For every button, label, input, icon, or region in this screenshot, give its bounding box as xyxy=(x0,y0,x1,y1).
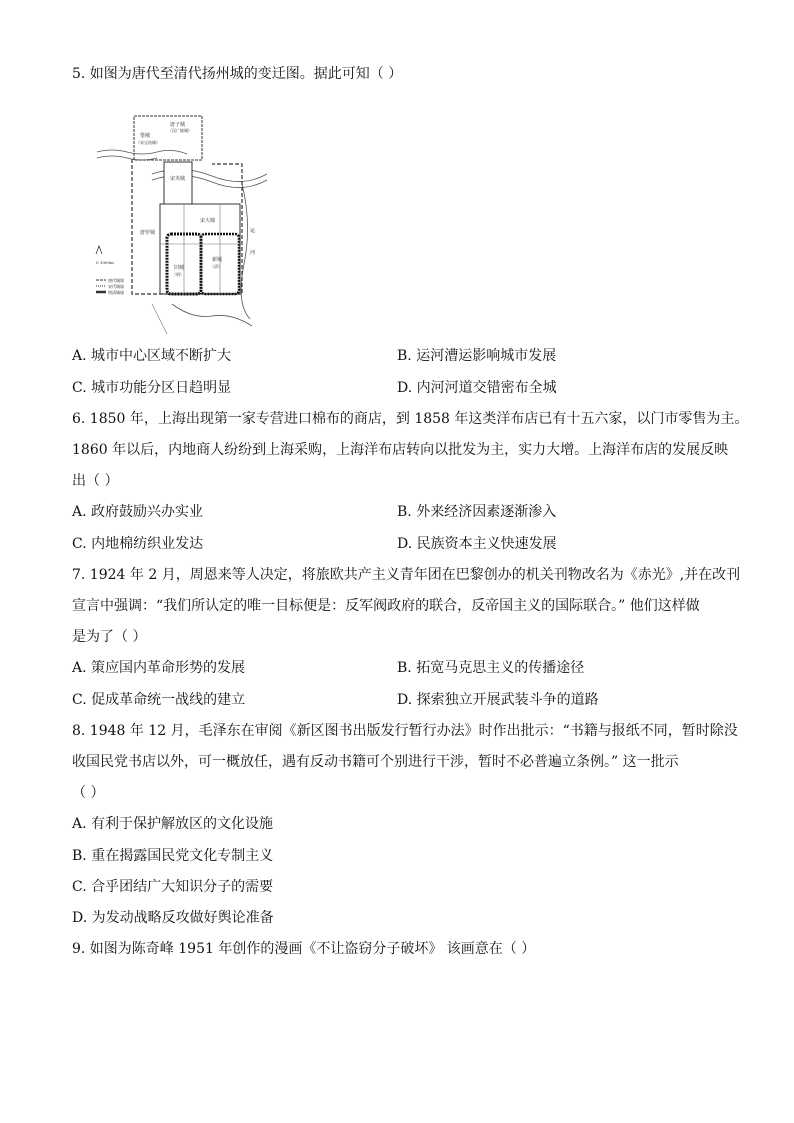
q6-stem-line2: 1860 年以后，内地商人纷纷到上海采购，上海洋布店转向以批发为主，实力大增。上海洋布店的发展反映 xyxy=(72,442,729,458)
map-label-ming-jiu: 旧城 xyxy=(174,265,185,271)
map-label-tang-zi: 唐子城 xyxy=(170,122,186,128)
q9-stem: 9. 如图为陈奇峰 1951 年创作的漫画《不让盗窃分子破坏》 该画意在（ ） xyxy=(72,941,536,957)
map-label-river-he: 河 xyxy=(250,250,256,256)
q7-stem-line3: 是为了（ ） xyxy=(72,629,147,645)
q7-stem-line2: 宣言中强调：“我们所认定的唯一目标便是：反军阀政府的联合，反帝国主义的国际联合。” 他们这样做 xyxy=(72,598,700,614)
q7-option-a: A. 策应国内革命形势的发展 xyxy=(72,660,246,676)
q8-stem-line1: 8. 1948 年 12 月，毛泽东在审阅《新区图书出版发行暂行办法》时作出批示：“书籍与报纸不同，暂时除没 xyxy=(72,723,738,739)
q6-option-d: D. 民族资本主义快速发展 xyxy=(397,536,557,552)
map-label-song-da: 宋大城 xyxy=(200,218,216,224)
map-label-ming-xin: 新城 xyxy=(212,257,223,263)
q6-option-b: B. 外来经济因素逐渐渗入 xyxy=(397,504,557,520)
q5-option-c: C. 城市功能分区日趋明显 xyxy=(72,380,232,396)
q7-option-c: C. 促成革命统一战线的建立 xyxy=(72,692,246,708)
q5-option-d: D. 内河河道交错密布全城 xyxy=(397,380,557,396)
q8-option-d: D. 为发动战略反攻做好舆论准备 xyxy=(72,910,274,926)
q8-stem-line3: （ ） xyxy=(72,785,105,801)
q5-option-a: A. 城市中心区域不断扩大 xyxy=(72,348,232,364)
q6-stem-line3: 出（ ） xyxy=(72,473,119,489)
q8-stem-line2: 收国民党书店以外，可一概放任，遇有反动书籍可个别进行干涉，暂时不必普遍立条例。” 这一批示 xyxy=(72,754,679,770)
map-label-song-bao: （宋宝祐城） xyxy=(136,140,160,145)
map-label-han-guangling: （汉广陵城） xyxy=(168,128,192,133)
q6-option-a: A. 政府鼓励兴办实业 xyxy=(72,504,204,520)
q7-stem-line1: 7. 1924 年 2 月，周恩来等人决定，将旅欧共产主义青年团在巴黎创办的机关刊物改名为《赤光》,并在改刊 xyxy=(72,567,741,583)
q7-option-d: D. 探索独立开展武装斗争的道路 xyxy=(397,692,599,708)
q8-option-a: A. 有利于保护解放区的文化设施 xyxy=(72,816,274,832)
q7-option-b: B. 拓宽马克思主义的传播途径 xyxy=(397,660,585,676)
q6-stem-line1: 6. 1850 年，上海出现第一家专营进口棉布的商店，到 1858 年这类洋布店已有十五六家，以门市零售为主。 xyxy=(72,411,749,427)
map-label-qing-sub: （清） xyxy=(210,264,222,269)
map-scale: 0 1000m xyxy=(96,260,114,265)
q8-option-b: B. 重在揭露国民党文化专制主义 xyxy=(72,848,274,864)
map-legend-tang: 唐代城墙 xyxy=(108,278,124,283)
map-label-bao-cheng: 堡城 xyxy=(140,133,151,139)
map-label-tang-luo: 唐罗城 xyxy=(140,230,156,236)
map-label-river-yun: 运 xyxy=(250,228,256,234)
q5-stem: 5. 如图为唐代至清代扬州城的变迁图。据此可知（ ） xyxy=(72,66,403,82)
map-legend-mingqing: 明清城墙 xyxy=(108,290,124,295)
q5-option-b: B. 运河漕运影响城市发展 xyxy=(397,348,557,364)
q6-option-c: C. 内地棉纺织业发达 xyxy=(72,536,204,552)
map-label-ming-sub: （明） xyxy=(172,272,184,277)
q8-option-c: C. 合乎团结广大知识分子的需要 xyxy=(72,879,274,895)
yangzhou-city-map xyxy=(92,104,272,334)
map-legend-song: 宋代城墙 xyxy=(108,284,124,289)
map-label-song-jia: 宋夹城 xyxy=(170,176,186,182)
